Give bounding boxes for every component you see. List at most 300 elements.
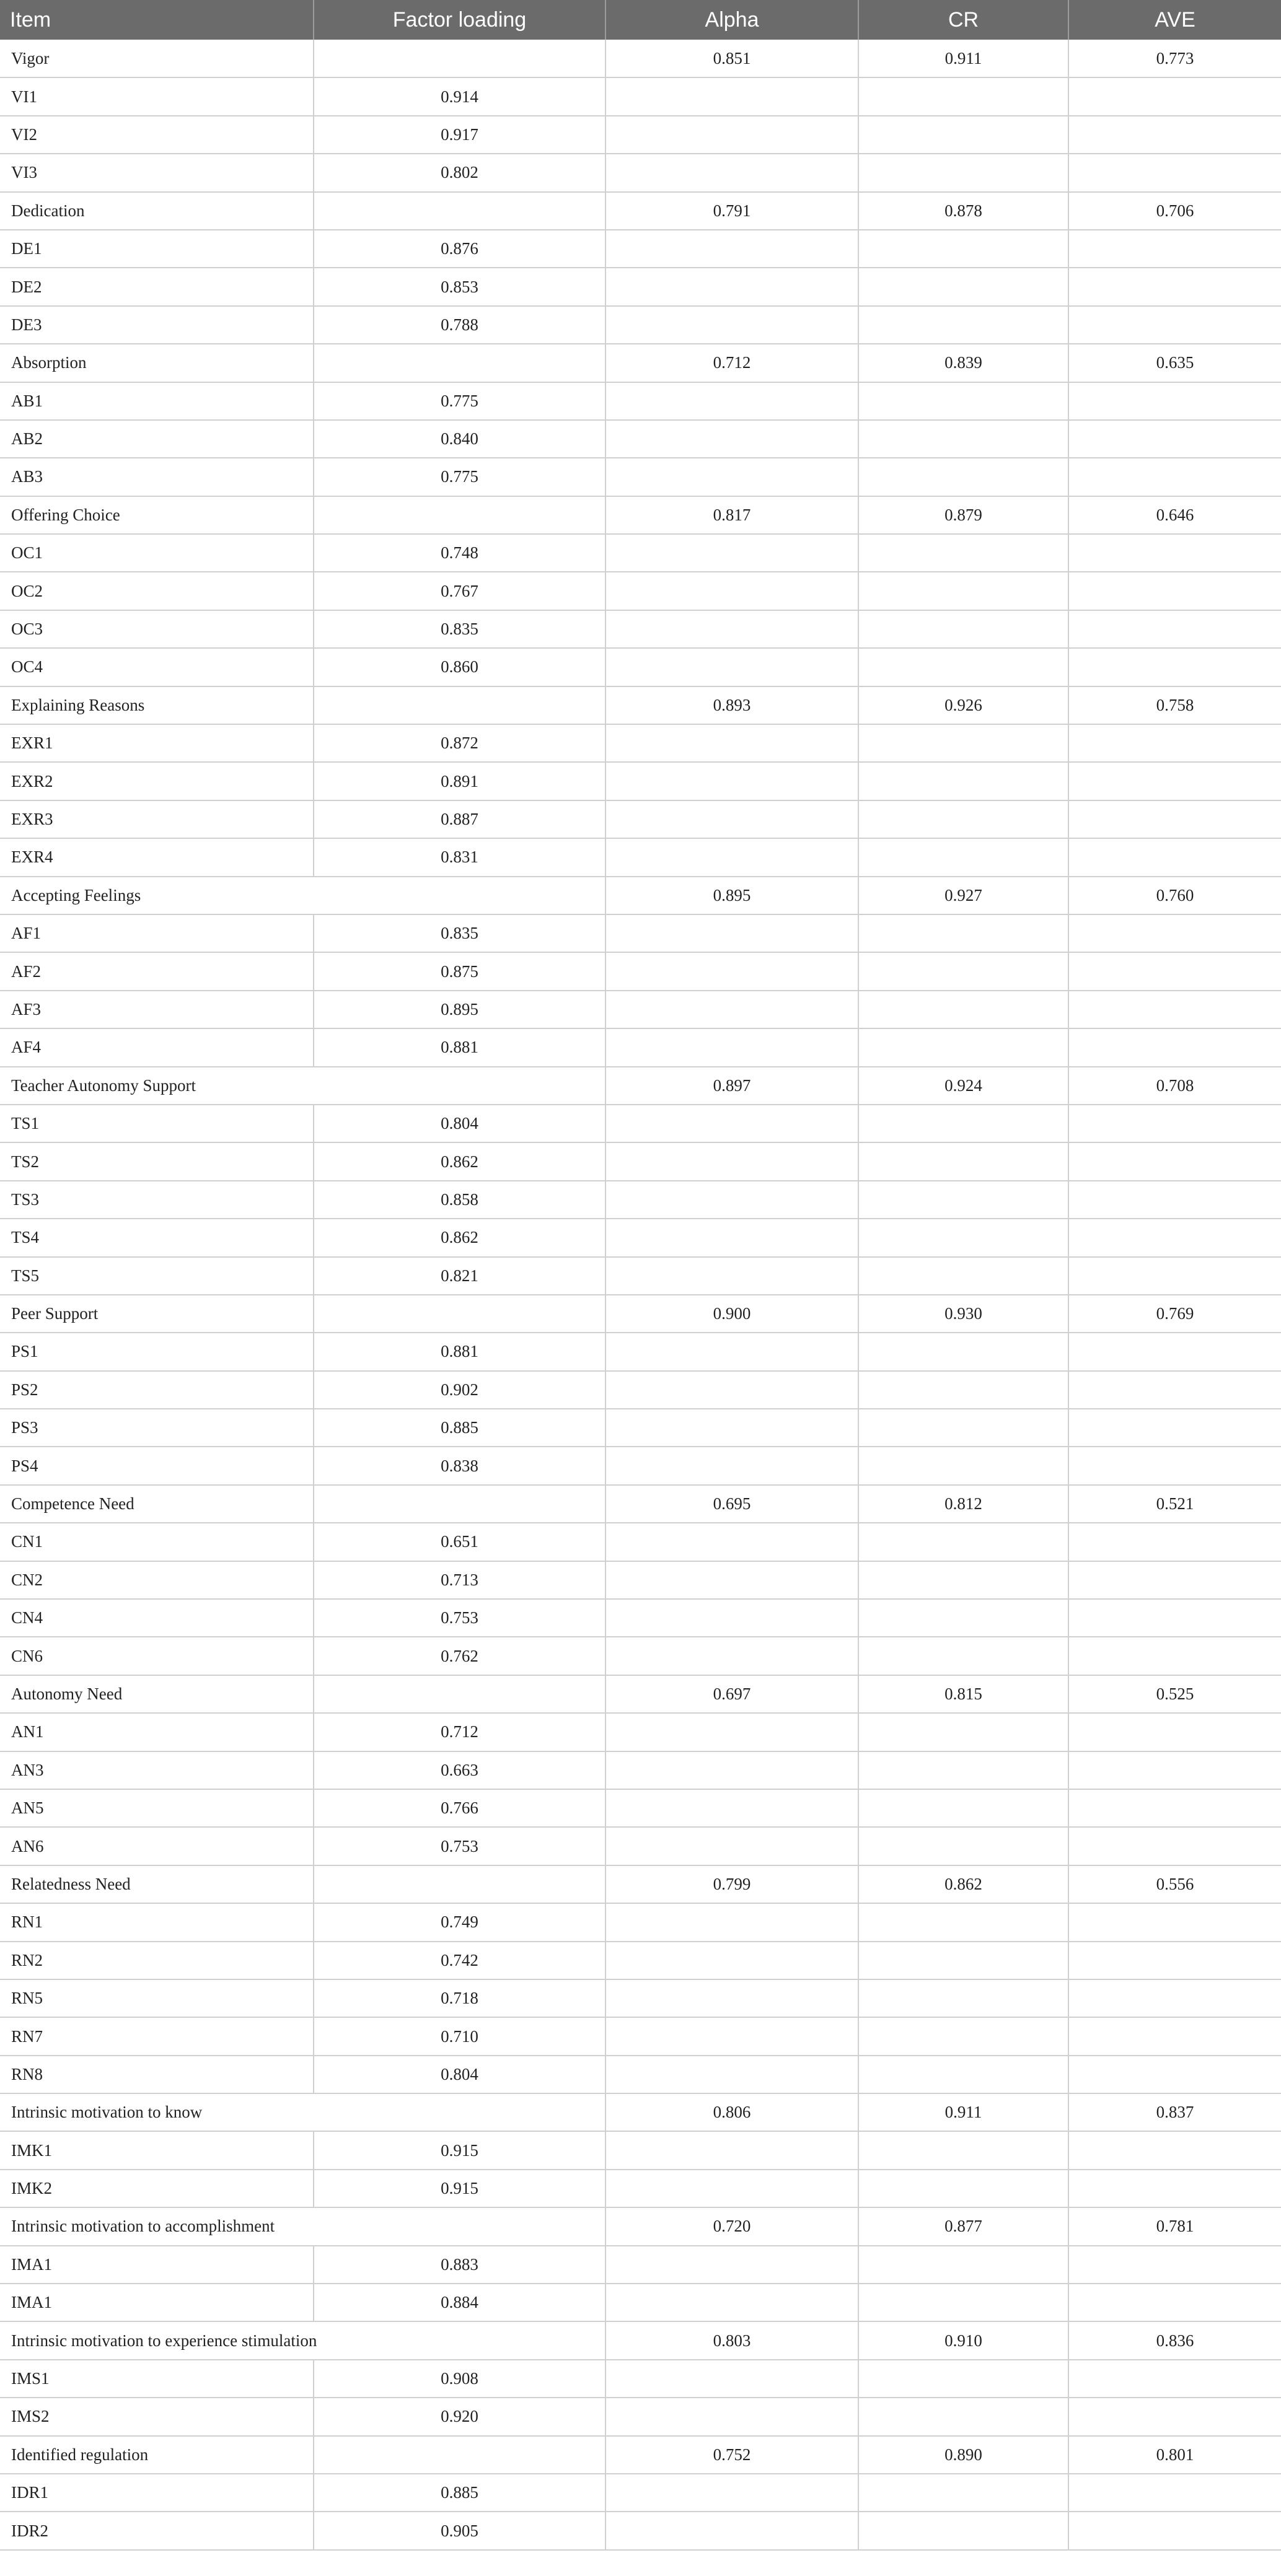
indicator-row: [0, 2131, 1281, 2169]
cr-cell: [858, 1942, 1068, 1979]
cr-cell: [858, 572, 1068, 610]
indicator-row: [0, 1371, 1281, 1409]
ave-cell: [1068, 1142, 1281, 1180]
ave-cell: [1068, 1219, 1281, 1256]
header-item: Item: [0, 0, 314, 40]
alpha-cell: [605, 2284, 858, 2321]
alpha-value: 0.791: [605, 192, 858, 230]
indicator-row: [0, 1561, 1281, 1599]
indicator-code: CN1: [0, 1523, 314, 1561]
indicator-row: [0, 800, 1281, 838]
indicator-row: [0, 2512, 1281, 2549]
indicator-row: [0, 2360, 1281, 2398]
alpha-cell: [605, 1827, 858, 1865]
indicator-code: AF1: [0, 914, 314, 952]
alpha-cell: [605, 952, 858, 990]
factor-loading-value: 0.663: [314, 1751, 605, 1789]
cr-value: 0.910: [858, 2321, 1068, 2359]
indicator-row: [0, 2284, 1281, 2321]
ave-cell: [1068, 2056, 1281, 2093]
indicator-row: [0, 1903, 1281, 1941]
indicator-code: RN1: [0, 1903, 314, 1941]
indicator-code: PS2: [0, 1371, 314, 1409]
header-ave: AVE: [1068, 0, 1281, 40]
factor-loading-value: 0.853: [314, 268, 605, 305]
cr-cell: [858, 77, 1068, 115]
ave-value: 0.837: [1068, 2093, 1281, 2131]
construct-name: Teacher Autonomy Support: [0, 1067, 605, 1105]
ave-value: 0.769: [1068, 1295, 1281, 1333]
cr-value: 0.924: [858, 1067, 1068, 1105]
construct-row: [0, 1295, 1281, 1333]
alpha-cell: [605, 1599, 858, 1637]
alpha-cell: [605, 1181, 858, 1219]
factor-loading-value: 0.766: [314, 1789, 605, 1827]
cr-cell: [858, 800, 1068, 838]
cr-cell: [858, 306, 1068, 344]
cr-cell: [858, 2170, 1068, 2207]
ave-cell: [1068, 991, 1281, 1028]
indicator-row: [0, 1333, 1281, 1370]
factor-loading-value: 0.713: [314, 1561, 605, 1599]
alpha-cell: [605, 154, 858, 191]
indicator-row: [0, 2398, 1281, 2435]
indicator-row: [0, 230, 1281, 268]
ave-cell: [1068, 382, 1281, 420]
indicator-code: TS1: [0, 1105, 314, 1142]
construct-row: [0, 2207, 1281, 2245]
indicator-row: [0, 1789, 1281, 1827]
cr-cell: [858, 991, 1068, 1028]
indicator-row: [0, 1827, 1281, 1865]
factor-loading-cell: [314, 1675, 605, 1713]
cr-value: 0.812: [858, 1485, 1068, 1523]
cr-cell: [858, 2474, 1068, 2512]
alpha-cell: [605, 1105, 858, 1142]
indicator-code: AN5: [0, 1789, 314, 1827]
alpha-cell: [605, 648, 858, 686]
ave-cell: [1068, 1979, 1281, 2017]
indicator-code: AN3: [0, 1751, 314, 1789]
indicator-code: EXR2: [0, 762, 314, 800]
ave-cell: [1068, 1181, 1281, 1219]
alpha-cell: [605, 1371, 858, 1409]
indicator-code: IDR2: [0, 2512, 314, 2549]
construct-row: [0, 1865, 1281, 1903]
alpha-cell: [605, 1637, 858, 1675]
cr-cell: [858, 1219, 1068, 1256]
indicator-row: [0, 1142, 1281, 1180]
factor-loading-value: 0.804: [314, 1105, 605, 1142]
factor-loading-value: 0.917: [314, 116, 605, 154]
indicator-code: EXR4: [0, 838, 314, 876]
construct-name: Intrinsic motivation to experience stimulation: [0, 2321, 605, 2359]
cr-cell: [858, 1371, 1068, 1409]
construct-name: Explaining Reasons: [0, 686, 314, 724]
alpha-cell: [605, 914, 858, 952]
cr-cell: [858, 230, 1068, 268]
construct-row: [0, 496, 1281, 534]
factor-loading-value: 0.651: [314, 1523, 605, 1561]
ave-cell: [1068, 648, 1281, 686]
factor-loading-value: 0.902: [314, 1371, 605, 1409]
cr-cell: [858, 1979, 1068, 2017]
cr-value: 0.890: [858, 2436, 1068, 2474]
factor-loading-value: 0.835: [314, 914, 605, 952]
alpha-cell: [605, 1142, 858, 1180]
construct-name: Autonomy Need: [0, 1675, 314, 1713]
alpha-cell: [605, 762, 858, 800]
indicator-row: [0, 268, 1281, 305]
indicator-row: [0, 1751, 1281, 1789]
construct-name: Absorption: [0, 344, 314, 382]
cr-value: 0.839: [858, 344, 1068, 382]
alpha-cell: [605, 458, 858, 496]
ave-cell: [1068, 724, 1281, 762]
alpha-value: 0.712: [605, 344, 858, 382]
ave-value: 0.836: [1068, 2321, 1281, 2359]
alpha-value: 0.752: [605, 2436, 858, 2474]
indicator-row: [0, 1979, 1281, 2017]
indicator-row: [0, 1219, 1281, 1256]
ave-cell: [1068, 1637, 1281, 1675]
indicator-code: AF3: [0, 991, 314, 1028]
indicator-code: PS4: [0, 1447, 314, 1484]
indicator-row: [0, 914, 1281, 952]
ave-cell: [1068, 2360, 1281, 2398]
factor-loading-value: 0.895: [314, 991, 605, 1028]
ave-cell: [1068, 1028, 1281, 1066]
alpha-cell: [605, 420, 858, 458]
indicator-row: [0, 306, 1281, 344]
indicator-row: [0, 1523, 1281, 1561]
alpha-value: 0.851: [605, 40, 858, 77]
cr-cell: [858, 458, 1068, 496]
alpha-cell: [605, 1561, 858, 1599]
cr-cell: [858, 2398, 1068, 2435]
alpha-cell: [605, 1903, 858, 1941]
factor-loading-value: 0.775: [314, 458, 605, 496]
cr-cell: [858, 724, 1068, 762]
indicator-code: IMA1: [0, 2246, 314, 2284]
indicator-row: [0, 1105, 1281, 1142]
construct-name: Relatedness Need: [0, 1865, 314, 1903]
alpha-value: 0.799: [605, 1865, 858, 1903]
cr-value: 0.879: [858, 496, 1068, 534]
ave-cell: [1068, 458, 1281, 496]
factor-loading-cell: [314, 344, 605, 382]
cr-cell: [858, 2017, 1068, 2055]
ave-cell: [1068, 1333, 1281, 1370]
construct-name: Offering Choice: [0, 496, 314, 534]
factor-loading-value: 0.753: [314, 1599, 605, 1637]
cr-cell: [858, 1827, 1068, 1865]
factor-loading-value: 0.775: [314, 382, 605, 420]
factor-loading-value: 0.838: [314, 1447, 605, 1484]
ave-cell: [1068, 572, 1281, 610]
ave-cell: [1068, 1257, 1281, 1295]
alpha-cell: [605, 1447, 858, 1484]
construct-name: Competence Need: [0, 1485, 314, 1523]
indicator-code: VI1: [0, 77, 314, 115]
factor-loading-value: 0.742: [314, 1942, 605, 1979]
ave-cell: [1068, 1903, 1281, 1941]
construct-name: Accepting Feelings: [0, 877, 605, 914]
indicator-code: CN6: [0, 1637, 314, 1675]
indicator-code: OC2: [0, 572, 314, 610]
cr-value: 0.927: [858, 877, 1068, 914]
ave-cell: [1068, 952, 1281, 990]
factor-loading-value: 0.767: [314, 572, 605, 610]
indicator-row: [0, 77, 1281, 115]
cr-cell: [858, 838, 1068, 876]
cr-cell: [858, 2360, 1068, 2398]
ave-cell: [1068, 116, 1281, 154]
ave-cell: [1068, 2284, 1281, 2321]
construct-name: Vigor: [0, 40, 314, 77]
alpha-cell: [605, 534, 858, 572]
ave-cell: [1068, 2246, 1281, 2284]
factor-loading-value: 0.885: [314, 2474, 605, 2512]
alpha-cell: [605, 2398, 858, 2435]
cr-cell: [858, 1142, 1068, 1180]
alpha-cell: [605, 724, 858, 762]
header-factor-loading: Factor loading: [314, 0, 605, 40]
factor-loading-value: 0.914: [314, 77, 605, 115]
alpha-cell: [605, 2512, 858, 2549]
indicator-row: [0, 1257, 1281, 1295]
indicator-code: DE2: [0, 268, 314, 305]
indicator-code: OC3: [0, 610, 314, 648]
alpha-cell: [605, 2131, 858, 2169]
ave-cell: [1068, 1599, 1281, 1637]
indicator-code: RN5: [0, 1979, 314, 2017]
ave-value: 0.801: [1068, 2436, 1281, 2474]
cr-cell: [858, 1561, 1068, 1599]
cr-cell: [858, 1637, 1068, 1675]
cr-value: 0.911: [858, 2093, 1068, 2131]
header-alpha: Alpha: [605, 0, 858, 40]
indicator-code: VI3: [0, 154, 314, 191]
indicator-row: [0, 458, 1281, 496]
alpha-cell: [605, 230, 858, 268]
factor-loading-value: 0.753: [314, 1827, 605, 1865]
cr-cell: [858, 420, 1068, 458]
construct-name: Intrinsic motivation to know: [0, 2093, 605, 2131]
ave-cell: [1068, 1447, 1281, 1484]
factor-loading-value: 0.915: [314, 2131, 605, 2169]
indicator-code: AB1: [0, 382, 314, 420]
indicator-row: [0, 116, 1281, 154]
factor-loading-value: 0.710: [314, 2017, 605, 2055]
cr-cell: [858, 1105, 1068, 1142]
cr-value: 0.926: [858, 686, 1068, 724]
factor-loading-cell: [314, 1295, 605, 1333]
cr-cell: [858, 952, 1068, 990]
ave-cell: [1068, 1561, 1281, 1599]
cr-cell: [858, 1903, 1068, 1941]
alpha-cell: [605, 2474, 858, 2512]
cr-cell: [858, 1181, 1068, 1219]
construct-row: [0, 1067, 1281, 1105]
cr-value: 0.877: [858, 2207, 1068, 2245]
factor-loading-cell: [314, 686, 605, 724]
ave-cell: [1068, 1827, 1281, 1865]
factor-loading-value: 0.712: [314, 1713, 605, 1751]
alpha-cell: [605, 1713, 858, 1751]
indicator-code: AB3: [0, 458, 314, 496]
indicator-code: CN2: [0, 1561, 314, 1599]
factor-loading-value: 0.835: [314, 610, 605, 648]
cr-cell: [858, 1333, 1068, 1370]
ave-cell: [1068, 2017, 1281, 2055]
indicator-code: AN6: [0, 1827, 314, 1865]
alpha-cell: [605, 1219, 858, 1256]
ave-value: 0.706: [1068, 192, 1281, 230]
cr-cell: [858, 610, 1068, 648]
factor-loading-value: 0.885: [314, 1409, 605, 1447]
alpha-cell: [605, 2246, 858, 2284]
construct-row: [0, 344, 1281, 382]
cr-cell: [858, 2056, 1068, 2093]
cr-cell: [858, 1409, 1068, 1447]
cr-cell: [858, 1257, 1068, 1295]
indicator-row: [0, 154, 1281, 191]
alpha-value: 0.803: [605, 2321, 858, 2359]
ave-cell: [1068, 154, 1281, 191]
cr-cell: [858, 268, 1068, 305]
indicator-row: [0, 1637, 1281, 1675]
alpha-cell: [605, 610, 858, 648]
alpha-value: 0.720: [605, 2207, 858, 2245]
alpha-cell: [605, 2360, 858, 2398]
indicator-row: [0, 2056, 1281, 2093]
alpha-cell: [605, 1409, 858, 1447]
ave-cell: [1068, 1713, 1281, 1751]
ave-value: 0.773: [1068, 40, 1281, 77]
alpha-cell: [605, 382, 858, 420]
cr-cell: [858, 154, 1068, 191]
indicator-row: [0, 991, 1281, 1028]
cr-cell: [858, 382, 1068, 420]
indicator-row: [0, 1409, 1281, 1447]
factor-loading-value: 0.920: [314, 2398, 605, 2435]
indicator-code: IDR1: [0, 2474, 314, 2512]
alpha-cell: [605, 1979, 858, 2017]
ave-cell: [1068, 838, 1281, 876]
alpha-value: 0.806: [605, 2093, 858, 2131]
construct-name: Dedication: [0, 192, 314, 230]
alpha-cell: [605, 1789, 858, 1827]
cr-cell: [858, 116, 1068, 154]
indicator-code: TS2: [0, 1142, 314, 1180]
cr-value: 0.911: [858, 40, 1068, 77]
ave-cell: [1068, 2170, 1281, 2207]
construct-row: [0, 2321, 1281, 2359]
factor-loading-cell: [314, 1865, 605, 1903]
ave-value: 0.646: [1068, 496, 1281, 534]
alpha-value: 0.897: [605, 1067, 858, 1105]
indicator-code: IMK2: [0, 2170, 314, 2207]
factor-loading-value: 0.887: [314, 800, 605, 838]
factor-loading-value: 0.840: [314, 420, 605, 458]
factor-loading-value: 0.860: [314, 648, 605, 686]
indicator-code: AB2: [0, 420, 314, 458]
indicator-code: IMA1: [0, 2284, 314, 2321]
alpha-cell: [605, 1942, 858, 1979]
alpha-value: 0.900: [605, 1295, 858, 1333]
table-body: [0, 40, 1281, 2550]
construct-row: [0, 192, 1281, 230]
alpha-value: 0.817: [605, 496, 858, 534]
factor-loading-value: 0.831: [314, 838, 605, 876]
factor-loading-cell: [314, 1485, 605, 1523]
ave-cell: [1068, 2474, 1281, 2512]
alpha-value: 0.893: [605, 686, 858, 724]
cr-cell: [858, 1028, 1068, 1066]
ave-cell: [1068, 800, 1281, 838]
indicator-code: PS3: [0, 1409, 314, 1447]
ave-value: 0.521: [1068, 1485, 1281, 1523]
cr-cell: [858, 1447, 1068, 1484]
indicator-code: DE3: [0, 306, 314, 344]
indicator-row: [0, 1942, 1281, 1979]
ave-cell: [1068, 1409, 1281, 1447]
indicator-row: [0, 382, 1281, 420]
cr-value: 0.878: [858, 192, 1068, 230]
indicator-code: RN8: [0, 2056, 314, 2093]
cr-cell: [858, 762, 1068, 800]
indicator-row: [0, 648, 1281, 686]
indicator-row: [0, 572, 1281, 610]
table-header: [0, 0, 1281, 40]
indicator-row: [0, 838, 1281, 876]
indicator-code: IMS2: [0, 2398, 314, 2435]
indicator-row: [0, 952, 1281, 990]
alpha-cell: [605, 1028, 858, 1066]
ave-value: 0.635: [1068, 344, 1281, 382]
cr-cell: [858, 1713, 1068, 1751]
factor-loading-value: 0.762: [314, 1637, 605, 1675]
factor-loading-value: 0.881: [314, 1333, 605, 1370]
ave-value: 0.708: [1068, 1067, 1281, 1105]
indicator-row: [0, 724, 1281, 762]
construct-name: Intrinsic motivation to accomplishment: [0, 2207, 605, 2245]
indicator-row: [0, 1713, 1281, 1751]
indicator-row: [0, 2170, 1281, 2207]
factor-loading-value: 0.915: [314, 2170, 605, 2207]
ave-cell: [1068, 1371, 1281, 1409]
alpha-cell: [605, 2017, 858, 2055]
cr-cell: [858, 1599, 1068, 1637]
ave-cell: [1068, 230, 1281, 268]
factor-loading-value: 0.749: [314, 1903, 605, 1941]
cr-cell: [858, 534, 1068, 572]
factor-loading-value: 0.862: [314, 1219, 605, 1256]
construct-row: [0, 686, 1281, 724]
factor-loading-value: 0.858: [314, 1181, 605, 1219]
indicator-code: PS1: [0, 1333, 314, 1370]
alpha-cell: [605, 306, 858, 344]
indicator-row: [0, 2474, 1281, 2512]
construct-row: [0, 1675, 1281, 1713]
ave-cell: [1068, 1789, 1281, 1827]
indicator-code: TS5: [0, 1257, 314, 1295]
alpha-cell: [605, 77, 858, 115]
indicator-row: [0, 1447, 1281, 1484]
factor-loading-cell: [314, 192, 605, 230]
indicator-code: TS3: [0, 1181, 314, 1219]
